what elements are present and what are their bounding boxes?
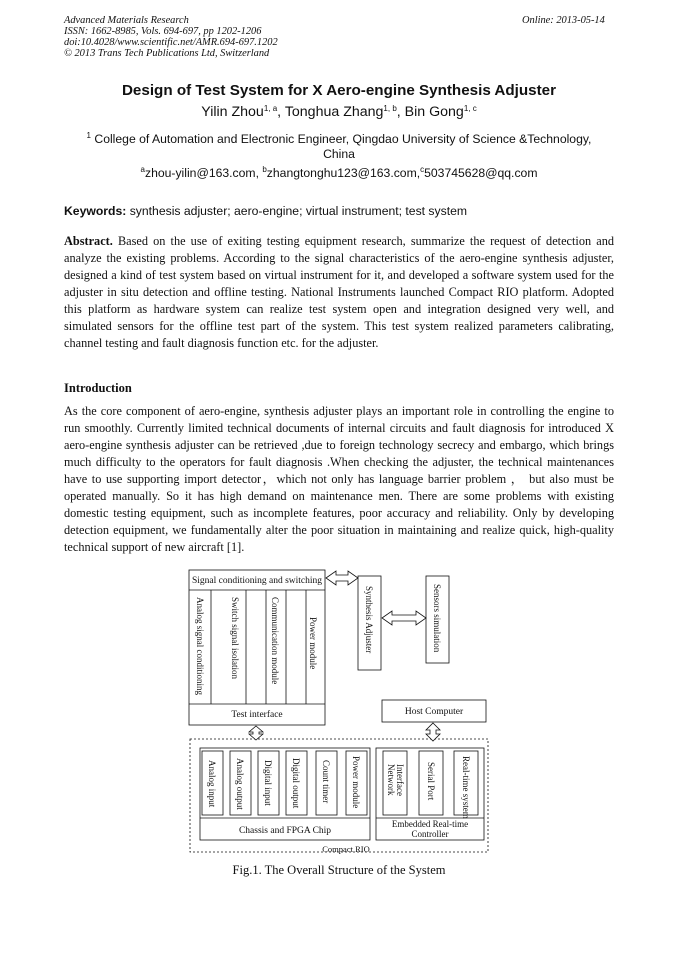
signal-module-label: Switch signal isolation (230, 597, 240, 679)
email-superscript: c (420, 165, 425, 174)
controller-label-line2: Controller (411, 829, 449, 839)
system-structure-figure (186, 568, 492, 865)
email-superscript: b (262, 165, 267, 174)
structure-diagram (186, 568, 492, 860)
keywords-text: synthesis adjuster; aero-engine; virtual instrument; test system (126, 204, 468, 218)
compact-rio-label: Compact RIO (322, 844, 370, 854)
abstract (64, 233, 614, 352)
introduction-heading: Introduction (64, 381, 132, 395)
controller-module-label: Real-time system (461, 756, 471, 819)
author-list (0, 104, 678, 120)
keywords-label: Keywords: (64, 204, 127, 218)
author-name: Tonghua Zhang (284, 104, 384, 120)
copyright: © 2013 Trans Tech Publications Ltd, Switzerland (64, 48, 270, 59)
controller-module-label: Interface (395, 764, 405, 796)
doi: doi:10.4028/www.scientific.net/AMR.694-697.1202 (64, 37, 278, 48)
affiliation-text: College of Automation and Electronic Engineer, Qingdao University of Science &Technology, China (94, 132, 592, 161)
introduction-text: As the core component of aero-engine, synthesis adjuster plays an important role in controlling the engine to run smoothly. Currently limited technical documents of internal circuits and fault diagnosis for introduced X aero-engine synthesis adjuster can be retrieved ,due to foreign technology secrecy and embargo, which brings much difficulty to the operators for fault diagnosis .When checking the adjuster, the technical maintenances have to use supporting import detector，which not only has language barrier problem ， but also must be operated manually. So it has high demand on maintenance men. There are some problems with existing domestic testing equipment, such as incomplete features, poor accuracy and reliability. Only by developing detection equipment, we fundamentally alter the poor situation in maintaining and realize quick, high-quality technical support of new aircraft [1]. (64, 404, 614, 554)
signal-conditioning-block (189, 570, 325, 725)
email-list (0, 166, 678, 180)
controller-module-label: Serial Port (426, 762, 436, 801)
journal-name: Advanced Materials Research (64, 15, 189, 26)
author-name: Bin Gong (404, 104, 464, 120)
chassis-module-label: Analog input (207, 760, 217, 808)
paper-title: Design of Test System for X Aero-engine Synthesis Adjuster (121, 82, 557, 99)
signal-module-label: Power module (308, 617, 318, 670)
author-name: Yilin Zhou (201, 104, 264, 120)
figure-caption: Fig.1. The Overall Structure of the System (232, 863, 446, 877)
author-superscript: 1, c (463, 104, 477, 113)
chassis-label: Chassis and FPGA Chip (238, 826, 332, 836)
online-date: Online: 2013-05-14 (522, 15, 605, 26)
abstract-text: Based on the use of exiting testing equipment research, summarize the request of detection and analyze the existing problems. According to the signal characteristics of the aero-engine synthesis adjuster, designed a kind of test system based on virtual instrument for it, and developed a software system used for the adjuster in situ detection and offline testing. National Instruments launched Compact RIO platform. Adopted this platform as hardware system can realize test system open and integration designed very well, and simulated sensors for the offline test part of the system. This test system realized parameters calibrating, channel testing and fault diagnosis function etc. for the adjuster. (64, 234, 614, 350)
abstract-label: Abstract. (64, 234, 113, 248)
author-superscript: 1, a (263, 104, 278, 113)
keywords (64, 204, 616, 218)
signal-module-label: Analog signal conditioning (195, 597, 205, 695)
issn: ISSN: 1662-8985, Vols. 694-697, pp 1202-1206 (64, 26, 262, 37)
chassis-module-label: Count timer (321, 760, 331, 804)
author-separator: , (396, 104, 405, 120)
signal-module-label: Communication module (270, 597, 280, 685)
host-computer-label: Host Computer (404, 707, 464, 717)
email-link[interactable]: zhangtonghu123@163.com, (266, 166, 421, 180)
double-arrow (249, 726, 263, 740)
email-link[interactable]: zhou-yilin@163.com, (144, 166, 263, 180)
email-link[interactable]: 503745628@qq.com (424, 166, 538, 180)
affiliation-superscript: 1 (86, 131, 91, 140)
journal-header (64, 15, 278, 59)
signal-block-label: Signal conditioning and switching (191, 576, 323, 586)
author-superscript: 1, b (383, 104, 397, 113)
chassis-module-label: Digital output (291, 758, 301, 809)
test-interface-label: Test interface (231, 710, 283, 720)
controller-module-label: Network (386, 764, 396, 796)
affiliation (70, 132, 608, 162)
double-arrow (382, 611, 426, 625)
sensors-simulation-label: Sensors simulation (432, 584, 442, 653)
chassis-module-label: Digital input (263, 760, 273, 806)
double-arrow (426, 723, 440, 741)
double-arrow (326, 571, 358, 585)
synthesis-adjuster-label: Synthesis Adjuster (364, 586, 374, 654)
email-superscript: a (140, 165, 145, 174)
author-separator: , (277, 104, 285, 120)
chassis-module-label: Power module (351, 756, 361, 809)
chassis-module-label: Analog output (235, 758, 245, 810)
controller-label-line1: Embedded Real-time (391, 819, 469, 829)
